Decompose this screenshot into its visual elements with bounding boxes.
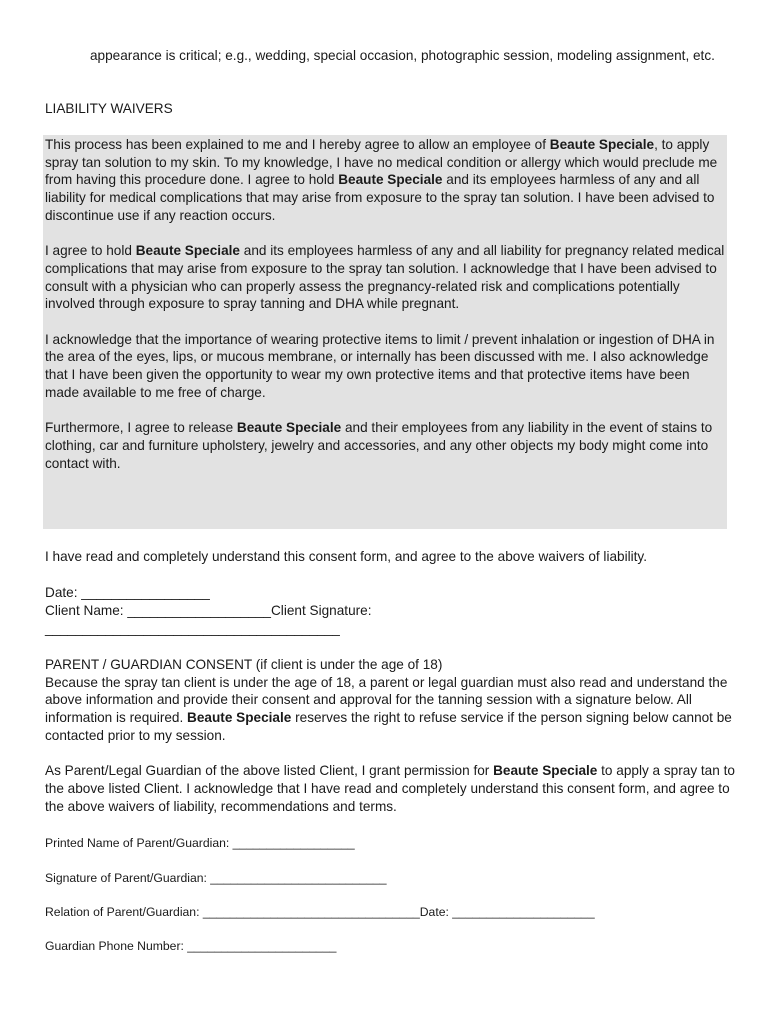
waiver-paragraph-3: I acknowledge that the importance of wearing protective items to limit / prevent inhalation or ingestion of DHA in the area of the eyes, lips, or mucous membrane, or internally has been discussed with me. I also acknowledge that I have been given the opportunity to wear my own protective items and that protective items have been made available to me free of charge. [45,331,715,400]
business-name: Beaute Speciale [236,420,342,436]
acknowledgement-statement: I have read and completely understand this consent form, and agree to the above waivers of liability. [45,549,647,564]
liability-waivers-heading: LIABILITY WAIVERS [45,101,173,116]
client-name-signature-field[interactable]: Client Name: ___________________Client Signature: [45,603,372,618]
client-date-field[interactable]: Date: _________________ [45,585,210,600]
continuation-text: appearance is critical; e.g., wedding, special occasion, photographic session, modeling assignment, etc. [90,48,715,63]
waiver-paragraph-2: I agree to hold Beaute Speciale and its employees harmless of any and all liability for pregnancy related medical complications that may arise from exposure to the spray tan solution. I acknowledge that I have been advised to consult with a physician who can properly assess the pregnancy-related risk and complications potentially involved through exposure to spray tanning and DHA while pregnant. [45,243,725,312]
waiver-paragraph-1: This process has been explained to me and I hereby agree to allow an employee of Beaute Speciale, to apply spray tan solution to my skin. To my knowledge, I have no medical condition or allergy which would preclude me from having this procedure done. I agree to hold Beaute Speciale and its employees harmless of any and all liability for medical complications that may arise from exposure to the spray tan solution. I have been advised to discontinue use if any reaction occurs. [45,137,718,223]
guardian-printed-name-field[interactable]: Printed Name of Parent/Guardian: __________________ [45,836,355,850]
guardian-paragraph-1: Because the spray tan client is under the age of 18, a parent or legal guardian must also read and understand the above information and provide their consent and approval for the tanning session with a signature below. All information is required. Beaute Speciale reserves the right to refuse service if the person signing below cannot be contacted prior to my session. [45,674,732,743]
business-name: Beaute Speciale [493,763,598,779]
business-name: Beaute Speciale [187,710,292,726]
guardian-consent-section [45,656,735,833]
business-name: Beaute Speciale [135,243,240,259]
business-name: Beaute Speciale [549,137,655,152]
guardian-paragraph-2: As Parent/Legal Guardian of the above listed Client, I grant permission for Beaute Speciale to apply a spray tan to the above listed Client. I acknowledge that I have read and completely understand this consent form, and agree to the above waivers of liability, recommendations and terms. [45,763,735,814]
guardian-consent-heading: PARENT / GUARDIAN CONSENT (if client is under the age of 18) [45,657,443,672]
waiver-section [45,136,725,490]
client-signature-block [45,584,745,638]
business-name: Beaute Speciale [338,172,443,188]
client-signature-line[interactable]: _______________________________________ [45,621,340,636]
guardian-signature-field[interactable]: Signature of Parent/Guardian: __________________________ [45,871,387,885]
guardian-relation-date-field[interactable]: Relation of Parent/Guardian: ________________________________Date: _____________________ [45,905,595,919]
waiver-paragraph-4: Furthermore, I agree to release Beaute Speciale and their employees from any liability in the event of stains to clothing, car and furniture upholstery, jewelry and accessories, and any other objects my body might come into contact with. [45,420,713,471]
guardian-phone-field[interactable]: Guardian Phone Number: ______________________ [45,939,337,953]
